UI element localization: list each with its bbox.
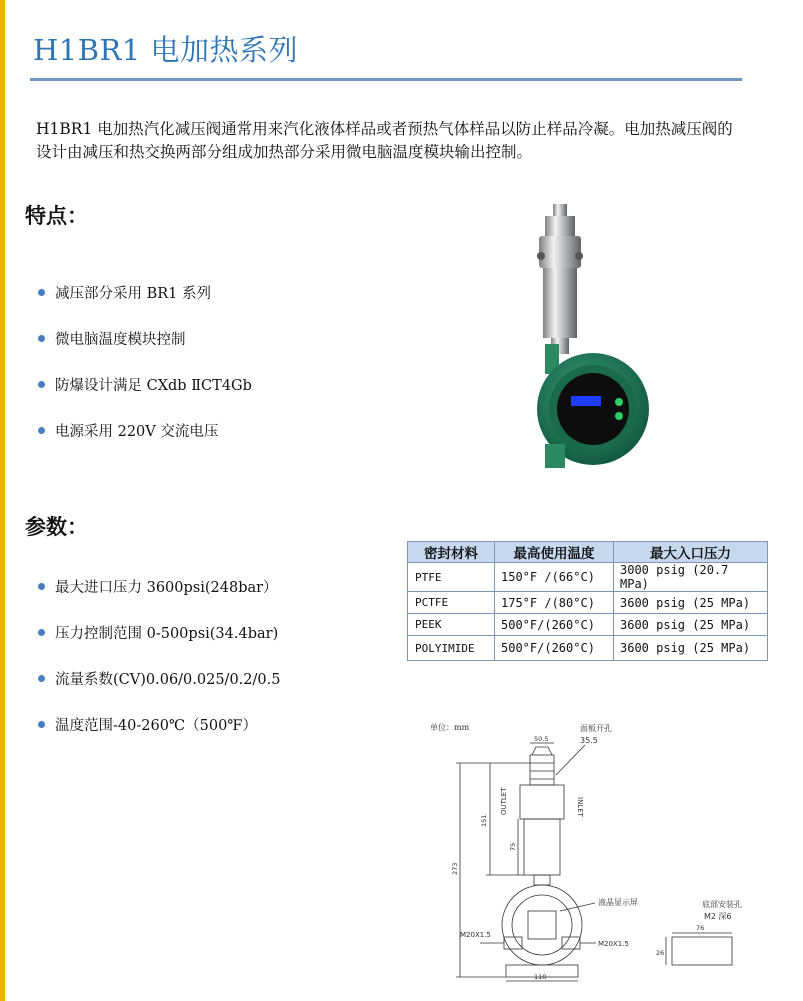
dim-76: 76 (696, 924, 705, 932)
dim-top: 50.5 (534, 735, 549, 743)
table-cell: PCTFE (408, 592, 495, 614)
outlet-label: OUTLET (500, 787, 508, 815)
bullet-icon (38, 629, 45, 636)
feature-item: 电源采用 220V 交流电压 (38, 420, 252, 466)
parameters-heading: 参数： (25, 515, 88, 539)
feature-item: 防爆设计满足 CXdb ⅡCT4Gb (38, 374, 252, 420)
table-cell: 3600 psig (25 MPa) (614, 614, 768, 636)
drawing-unit-label: 单位：mm (430, 723, 470, 732)
bullet-icon (38, 427, 45, 434)
table-cell: 150°F /(66°C) (495, 563, 614, 592)
parameter-item: 最大进口压力 3600psi(248bar） (38, 576, 280, 622)
table-cell: POLYIMIDE (408, 636, 495, 661)
spec-table (407, 541, 768, 661)
features-heading: 特点： (25, 204, 88, 228)
col-header-pressure: 最大入口压力 (614, 542, 768, 563)
features-list (38, 282, 252, 466)
left-accent-bar (0, 0, 5, 1001)
feature-item: 微电脑温度模块控制 (38, 328, 252, 374)
dim-26: 26 (656, 949, 665, 957)
table-header-row (408, 542, 768, 563)
parameter-item: 压力控制范围 0-500psi(34.4bar) (38, 622, 280, 668)
dimension-drawing (420, 715, 760, 985)
inlet-label: INLET (576, 797, 584, 817)
bullet-icon (38, 381, 45, 388)
bullet-icon (38, 335, 45, 342)
display-label: 液晶显示屏 (598, 898, 638, 907)
bottom-hole-spec: M2 深6 (704, 912, 732, 921)
table-row (408, 563, 768, 592)
table-cell: 500°F/(260°C) (495, 636, 614, 661)
col-header-temp: 最高使用温度 (495, 542, 614, 563)
bullet-icon (38, 289, 45, 296)
dim-110: 110 (534, 973, 547, 981)
dim-151: 151 (480, 814, 488, 827)
table-cell: 3000 psig (20.7 MPa) (614, 563, 768, 592)
bullet-icon (38, 721, 45, 728)
parameter-item: 温度范围-40-260℃（500℉） (38, 714, 280, 760)
col-header-seal: 密封材料 (408, 542, 495, 563)
table-cell: 3600 psig (25 MPa) (614, 636, 768, 661)
bottom-hole-label: 底部安装孔 (702, 900, 742, 909)
parameter-item: 流量系数(CV)0.06/0.025/0.2/0.5 (38, 668, 280, 714)
page-title: H1BR1 电加热系列 (33, 33, 299, 67)
panel-hole-label: 面板开孔 (580, 724, 612, 733)
table-row (408, 636, 768, 661)
table-cell: 175°F /(80°C) (495, 592, 614, 614)
parameters-list (38, 576, 280, 760)
dim-75: 75 (509, 842, 517, 851)
m20-right-label: M20X1.5 (598, 940, 629, 948)
title-divider (30, 78, 742, 81)
table-cell: 3600 psig (25 MPa) (614, 592, 768, 614)
dim-273: 273 (451, 862, 459, 875)
bullet-icon (38, 675, 45, 682)
table-row (408, 592, 768, 614)
panel-hole-size: 35.5 (580, 736, 598, 745)
table-cell: 500°F/(260°C) (495, 614, 614, 636)
feature-item: 减压部分采用 BR1 系列 (38, 282, 252, 328)
table-cell: PTFE (408, 563, 495, 592)
bullet-icon (38, 583, 45, 590)
m20-left-label: M20X1.5 (460, 931, 491, 939)
intro-paragraph: H1BR1 电加热汽化减压阀通常用来汽化液体样品或者预热气体样品以防止样品冷凝。电加热减压阀的设计由减压和热交换两部分组成加热部分采用微电脑温度模块输出控制。 (36, 120, 733, 161)
product-photo (515, 204, 665, 474)
table-cell: PEEK (408, 614, 495, 636)
table-row (408, 614, 768, 636)
